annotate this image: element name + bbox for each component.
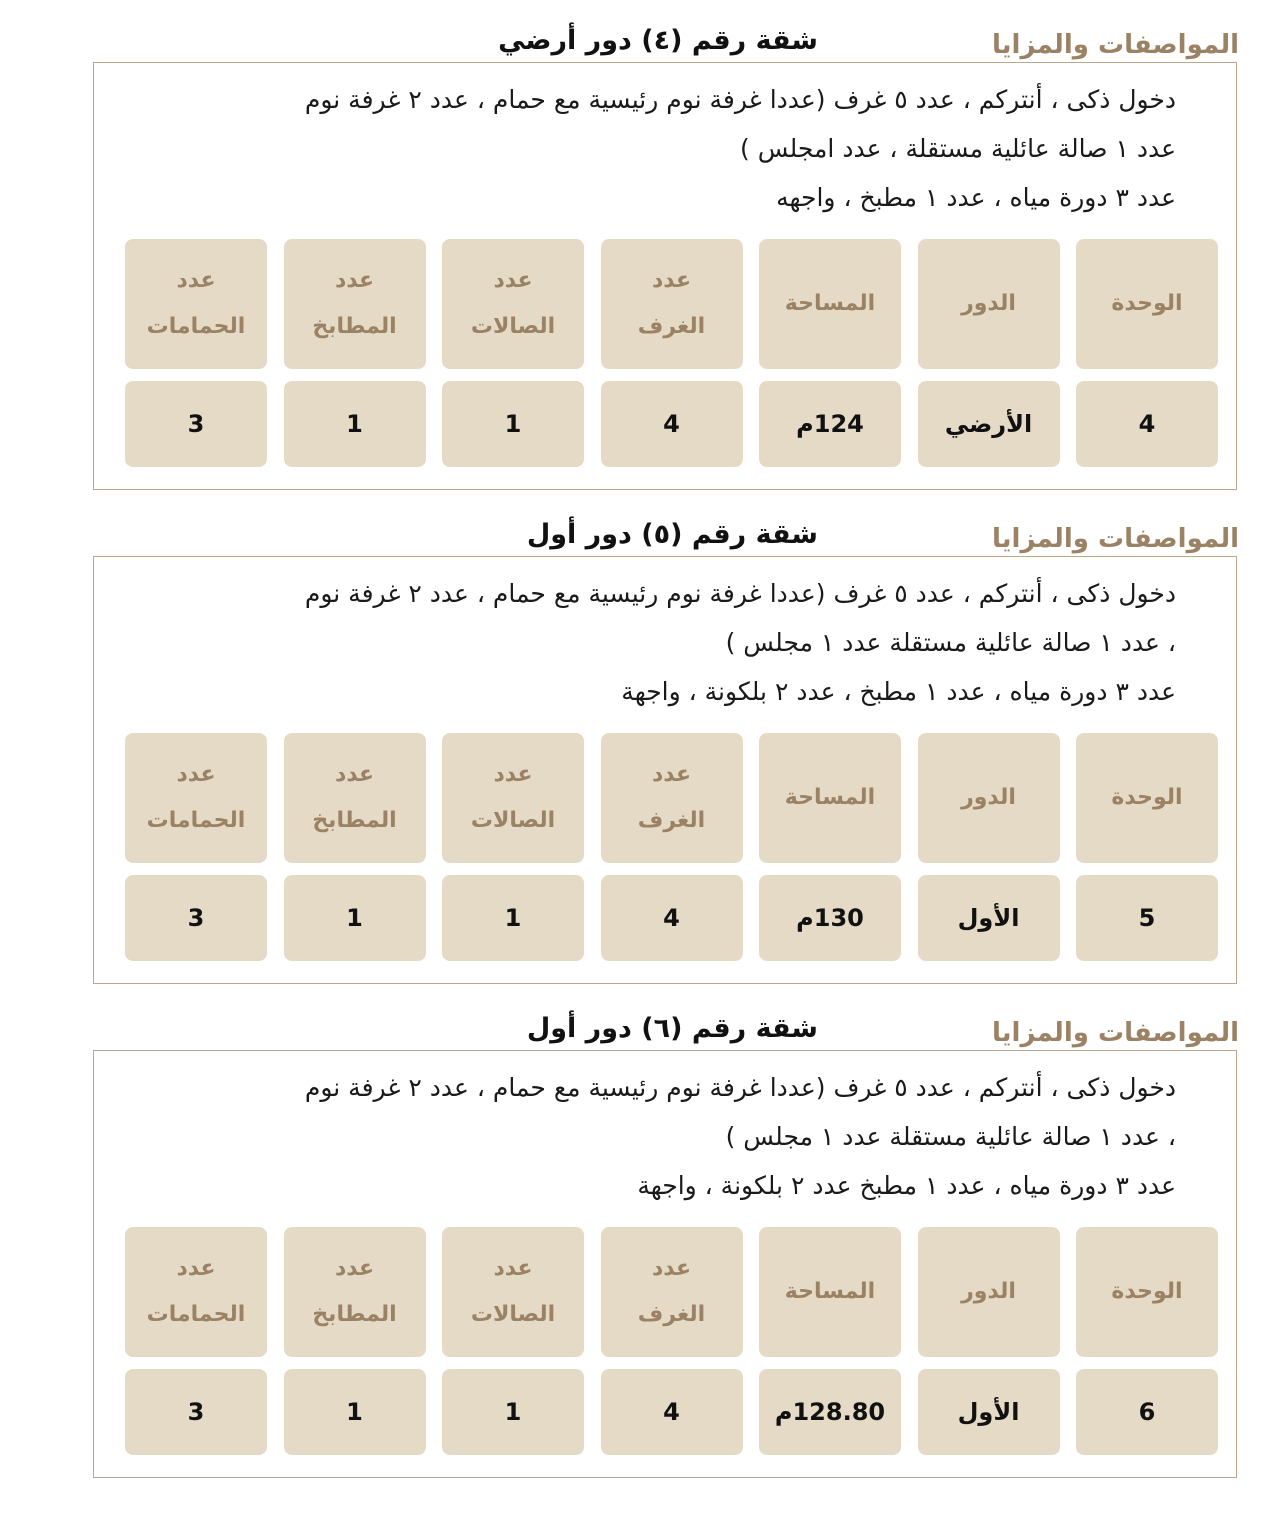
apartment-title: شقة رقم (٤) دور أرضي — [498, 25, 818, 56]
header-unit: الوحدة — [1076, 1227, 1218, 1357]
header-area: المساحة — [759, 733, 901, 863]
value-kitchens: 1 — [284, 1369, 426, 1455]
value-halls: 1 — [442, 1369, 584, 1455]
value-floor: الأرضي — [918, 381, 1060, 467]
header-kitchens: عدد المطابخ — [284, 733, 426, 863]
value-bathrooms: 3 — [125, 381, 267, 467]
description-list — [96, 1063, 1176, 1210]
value-halls: 1 — [442, 381, 584, 467]
header-kitchens: عدد المطابخ — [284, 1227, 426, 1357]
header-area: المساحة — [759, 239, 901, 369]
header-unit: الوحدة — [1076, 733, 1218, 863]
header-floor: الدور — [918, 733, 1060, 863]
section-label: المواصفات والمزايا — [992, 30, 1239, 60]
apartment-title: شقة رقم (٦) دور أول — [526, 1013, 818, 1044]
header-halls: عدد الصالات — [442, 239, 584, 369]
header-halls: عدد الصالات — [442, 733, 584, 863]
value-kitchens: 1 — [284, 875, 426, 961]
value-floor: الأول — [918, 875, 1060, 961]
value-unit: 6 — [1076, 1369, 1218, 1455]
value-area: 128.80م — [759, 1369, 901, 1455]
value-rooms: 4 — [601, 1369, 743, 1455]
value-unit: 5 — [1076, 875, 1218, 961]
value-rooms: 4 — [601, 875, 743, 961]
description-line: دخول ذكى ، أنتركم ، عدد ٥ غرف (عددا غرفة نوم رئيسية مع حمام ، عدد ٢ غرفة نوم — [304, 1073, 1176, 1102]
value-kitchens: 1 — [284, 381, 426, 467]
section-label: المواصفات والمزايا — [992, 524, 1239, 554]
description-line: عدد ٣ دورة مياه ، عدد ١ مطبخ ، عدد ٢ بلكونة ، واجهة — [621, 677, 1176, 706]
apartment-title: شقة رقم (٥) دور أول — [526, 519, 818, 550]
section-label: المواصفات والمزايا — [992, 1018, 1239, 1048]
apartment-box — [93, 556, 1237, 984]
value-rooms: 4 — [601, 381, 743, 467]
description-line: عدد ٣ دورة مياه ، عدد ١ مطبخ ، واجهه — [776, 183, 1176, 212]
description-line: عدد ١ صالة عائلية مستقلة ، عدد امجلس ) — [740, 134, 1176, 163]
value-halls: 1 — [442, 875, 584, 961]
header-area: المساحة — [759, 1227, 901, 1357]
value-floor: الأول — [918, 1369, 1060, 1455]
value-bathrooms: 3 — [125, 1369, 267, 1455]
header-floor: الدور — [918, 239, 1060, 369]
apartment-box — [93, 62, 1237, 490]
header-halls: عدد الصالات — [442, 1227, 584, 1357]
value-bathrooms: 3 — [125, 875, 267, 961]
value-area: 130م — [759, 875, 901, 961]
value-area: 124م — [759, 381, 901, 467]
header-bathrooms: عدد الحمامات — [125, 733, 267, 863]
specs-table — [125, 733, 1218, 961]
header-bathrooms: عدد الحمامات — [125, 1227, 267, 1357]
description-line: دخول ذكى ، أنتركم ، عدد ٥ غرف (عددا غرفة نوم رئيسية مع حمام ، عدد ٢ غرفة نوم — [304, 85, 1176, 114]
description-line: عدد ٣ دورة مياه ، عدد ١ مطبخ عدد ٢ بلكونة ، واجهة — [637, 1171, 1176, 1200]
header-kitchens: عدد المطابخ — [284, 239, 426, 369]
header-rooms: عدد الغرف — [601, 733, 743, 863]
description-list — [96, 75, 1176, 222]
specs-table — [125, 239, 1218, 467]
description-line: ، عدد ١ صالة عائلية مستقلة عدد ١ مجلس ) — [725, 1122, 1176, 1151]
header-bathrooms: عدد الحمامات — [125, 239, 267, 369]
apartment-box — [93, 1050, 1237, 1478]
description-line: دخول ذكى ، أنتركم ، عدد ٥ غرف (عددا غرفة نوم رئيسية مع حمام ، عدد ٢ غرفة نوم — [304, 579, 1176, 608]
description-list — [96, 569, 1176, 716]
specs-table — [125, 1227, 1218, 1455]
header-floor: الدور — [918, 1227, 1060, 1357]
description-line: ، عدد ١ صالة عائلية مستقلة عدد ١ مجلس ) — [725, 628, 1176, 657]
header-rooms: عدد الغرف — [601, 1227, 743, 1357]
value-unit: 4 — [1076, 381, 1218, 467]
header-unit: الوحدة — [1076, 239, 1218, 369]
header-rooms: عدد الغرف — [601, 239, 743, 369]
